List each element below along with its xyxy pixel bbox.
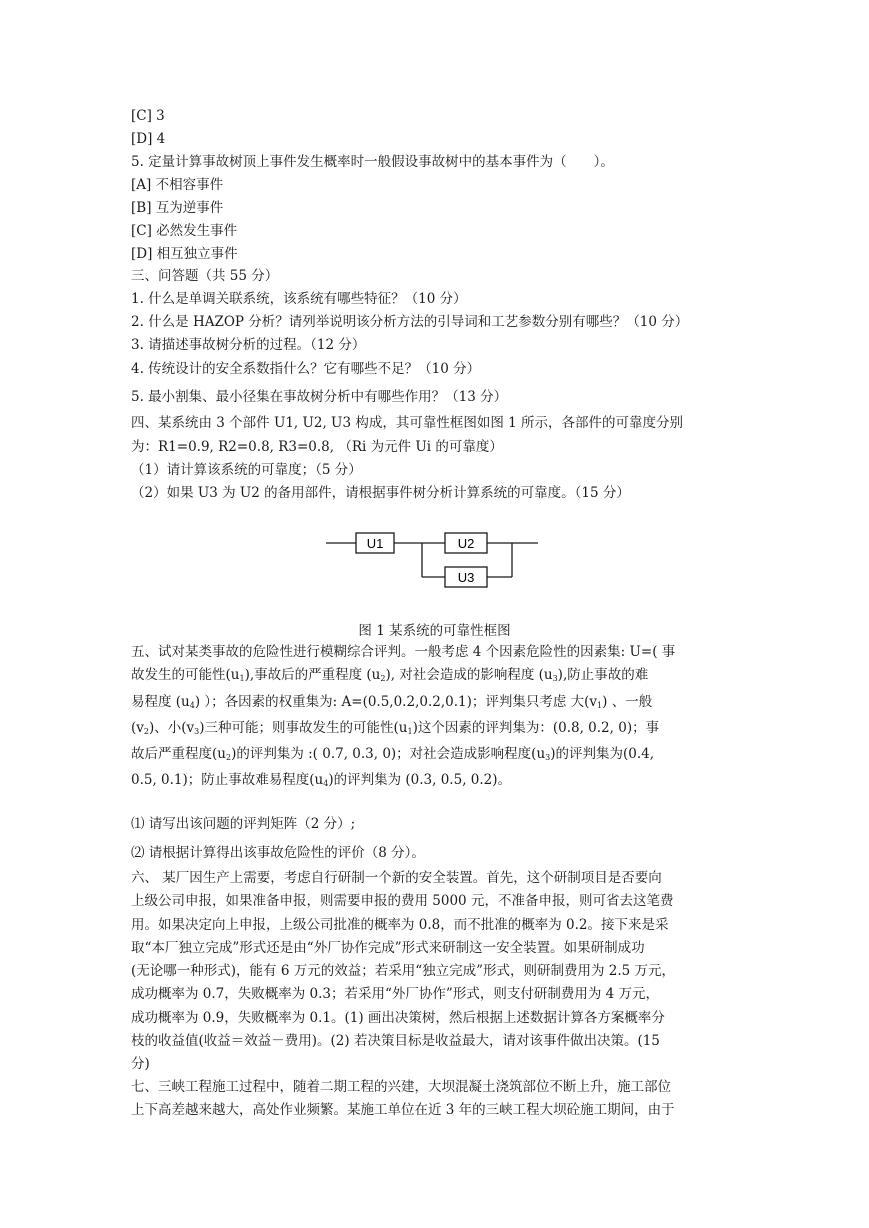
section6-line1: 六、 某厂因生产上需要，考虑自行研制一个新的安全装置。首先，这个研制项目是否要向 — [131, 870, 662, 886]
section5-line5: 故后严重程度$(u_2)$的评判集为 :( 0.7, 0.3, 0)；对社会造成影响程度$(u_3)$的评判集为(0.4, — [131, 746, 655, 763]
section3-q2: 2. 什么是 HAZOP 分析？请列举说明该分析方法的引导词和工艺参数分别有哪些？（10 分） — [131, 314, 689, 330]
figure-caption: 图 1 某系统的可靠性框图 — [358, 623, 511, 639]
section6-line6: 成功概率为 0.7，失败概率为 0.3；若采用“外厂协作”形式，则支付研制费用为 4 万元， — [131, 986, 659, 1003]
q5-stem: 5. 定量计算事故树顶上事件发生概率时一般假设事故树中的基本事件为（ ）。 — [131, 154, 614, 170]
q5-option-a: [A] 不相容事件 — [131, 177, 224, 193]
section5-line2: 故发生的可能性$(u_1)$,事故后的严重程度 $(u_2)$, 对社会造成的影响程度 $(u_3)$,防止事故的难 — [131, 667, 649, 684]
reliability-block-diagram — [326, 527, 542, 593]
section6-line8: 枝的收益值(收益＝效益－费用)。(2) 若决策目标是收益最大，请对该事件做出决策。(15 — [131, 1033, 660, 1050]
section6-line4: 取“本厂独立完成”形式还是由“外厂协作完成”形式来研制这一安全装置。如果研制成功 — [131, 939, 645, 956]
block-u1-label: U1 — [366, 536, 384, 551]
section3-q3: 3. 请描述事故树分析的过程。（12 分） — [131, 337, 366, 353]
section5-sub2: ⑵ 请根据计算得出该事故危险性的评价（8 分）。 — [131, 845, 425, 861]
section3-title: 三、问答题（共 55 分） — [131, 268, 279, 284]
section5-line4: $(v_2)$、小$(v_3)$三种可能；则事故发生的可能性$(u_1)$这个因素的评判集为：(0.8, 0.2, 0)；事 — [131, 719, 660, 736]
q5-option-b: [B] 互为逆事件 — [131, 200, 224, 216]
section3-q4: 4. 传统设计的安全系数指什么？它有哪些不足？（10 分） — [131, 361, 481, 377]
section5-line3: 易程度 $(u_4)$ ）；各因素的权重集为: A=(0.5,0.2,0.2,0.1)；评判集只考虑 大$(v_1)$ 、一般 — [131, 693, 653, 710]
section6-line5: (无论哪一种形式)，能有 6 万元的效益；若采用“独立完成”形式，则研制费用为 2.5 万元， — [131, 963, 676, 980]
section4-sub1: （1）请计算该系统的可靠度；（5 分） — [131, 462, 362, 478]
section7-body — [131, 1076, 739, 1123]
section5-line1: 五、试对某类事故的危险性进行模糊综合评判。一般考虑 4 个因素危险性的因素集: U=( 事 — [131, 644, 676, 660]
q4-option-d: [D] 4 — [131, 131, 166, 147]
section5-body — [131, 641, 739, 796]
section6-line9: 分) — [131, 1056, 150, 1073]
section4-sub2: （2）如果 U3 为 U2 的备用部件，请根据事件树分析计算系统的可靠度。（15 分） — [131, 485, 630, 501]
section6-body — [131, 867, 739, 1077]
q5-option-d: [D] 相互独立事件 — [131, 246, 238, 262]
q4-option-c: [C] 3 — [131, 108, 165, 124]
section5-line6: 0.5, 0.1)；防止事故难易程度$(u_4)$的评判集为 (0.3, 0.5, 0.2)。 — [131, 772, 512, 789]
section3-q5: 5. 最小割集、最小径集在事故树分析中有哪些作用？（13 分） — [131, 389, 508, 405]
section6-line3: 用。如果决定向上申报，上级公司批准的概率为 0.8，而不批准的概率为 0.2。接下来是采 — [131, 916, 669, 933]
section7-line1: 七、三峡工程施工过程中，随着二期工程的兴建，大坝混凝土浇筑部位不断上升，施工部位 — [131, 1079, 671, 1095]
section5-sub1: ⑴ 请写出该问题的评判矩阵（2 分）; — [131, 816, 356, 832]
section6-line7: 成功概率为 0.9，失败概率为 0.1。(1) 画出决策树，然后根据上述数据计算各方案概率分 — [131, 1009, 665, 1026]
section7-line2: 上下高差越来越大，高处作业频繁。某施工单位在近 3 年的三峡工程大坝砼施工期间，由于 — [131, 1102, 675, 1119]
section4-line2: 为：R1=0.9, R2=0.8, R3=0.8, （Ri 为元件 Ui 的可靠度） — [131, 439, 503, 455]
block-u3-label: U3 — [457, 570, 475, 585]
section4-line1: 四、某系统由 3 个部件 U1, U2, U3 构成，其可靠性框图如图 1 所示，各部件的可靠度分别 — [131, 415, 683, 431]
section3-q1: 1. 什么是单调关联系统，该系统有哪些特征？（10 分） — [131, 291, 467, 307]
block-u2-label: U2 — [457, 536, 475, 551]
section6-line2: 上级公司申报，如果准备申报，则需要申报的费用 5000 元，不准备申报，则可省去这笔费 — [131, 893, 674, 910]
q5-option-c: [C] 必然发生事件 — [131, 223, 238, 239]
